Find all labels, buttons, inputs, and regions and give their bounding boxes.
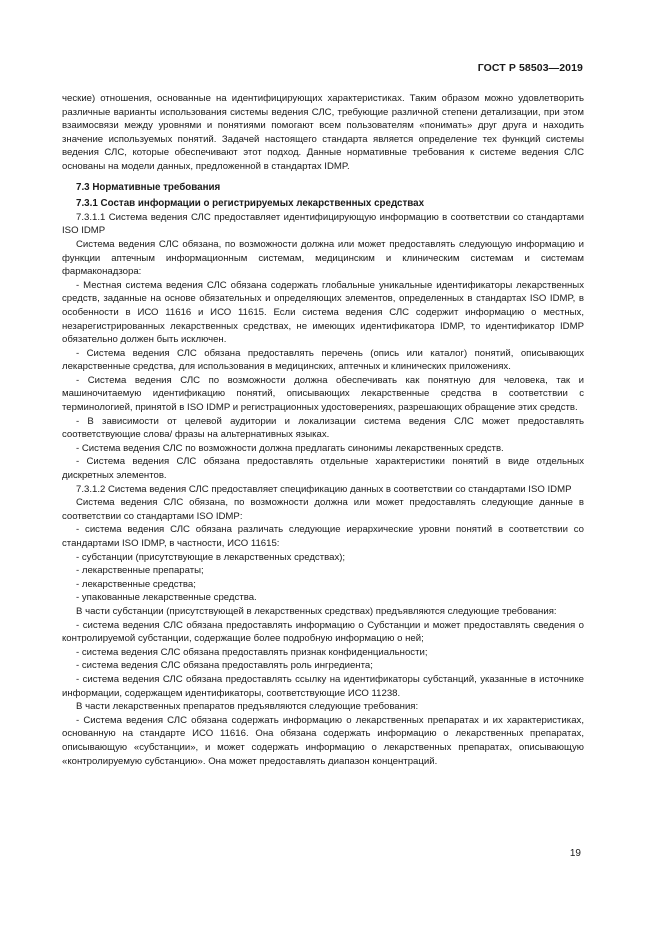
section-heading-7-3-1: 7.3.1 Состав информации о регистрируемых лекарственных средствах (76, 198, 425, 210)
intro-paragraph: ческие) отношения, основанные на идентифицирующих характеристиках. Таким образом можно удовлетворить различные варианты использования системы ведения СЛС, требующие различной степени детализации, при этом взаимосвязи между уровнями и понятиями помогают всем пользователям «понимать» друг друга и находить значение используемых понятий. Задачей настоящего стандарта является определение тех функций системы ведения СЛС, которые обеспечивают этот подход. Данные нормативные требования к системе ведения СЛС основаны на модели данных, предложенной в стандартах IDMP. (62, 93, 584, 172)
paragraph: - В зависимости от целевой аудитории и локализации система ведения СЛС может предоставлять соответствующие слова/ фразы на альтернативных языках. (62, 415, 584, 441)
paragraph: 7.3.1.1 Система ведения СЛС предоставляет идентифицирующую информацию в соответствии со стандартами ISO IDMP (62, 211, 584, 237)
paragraph: - Система ведения СЛС обязана содержать информацию о лекарственных препаратах и их характеристиках, основанную на стандарте ИСО 11616. Она обязана содержать информацию о лекарственных препаратах, описывающую «субстанции», и может содержать информацию о лекарственных препаратах, описывающую «контролируемую субстанцию». Она может предоставлять диапазон концентраций. (62, 714, 584, 767)
paragraph: - Система ведения СЛС обязана предоставлять перечень (опись или каталог) понятий, описывающих лекарственные средства, для использования в медицинских, аптечных и клинических приложениях. (62, 347, 584, 373)
paragraph: В части субстанции (присутствующей в лекарственных средствах) предъявляются следующие требования: (76, 605, 557, 617)
paragraph: - Система ведения СЛС по возможности должна предлагать синонимы лекарственных средств. (76, 442, 504, 454)
list-item: - субстанции (присутствующие в лекарственных средствах); (76, 551, 346, 563)
paragraph: Система ведения СЛС обязана, по возможности должна или может предоставлять следующие данные в соответствии со стандартами ISO IDMP: (62, 497, 584, 522)
list-item: - лекарственные препараты; (76, 565, 204, 577)
list-item: - лекарственные средства; (76, 578, 196, 590)
document-header: ГОСТ Р 58503—2019 (477, 62, 583, 74)
paragraph: В части лекарственных препаратов предъявляются следующие требования: (76, 701, 419, 713)
paragraph: - Местная система ведения СЛС обязана содержать глобальные уникальные идентификаторы лекарственных средств, заданные на основе обязательных и определяющих элементов, определенных в стандартах ISO IDMP, в особенности в ИСО 11616 и ИСО 11615. Если система ведения СЛС содержит информацию о местных, незарегистрированных лекарственных средствах, не имеющих идентификатора IDMP, то идентификатор IDMP обязательно должен быть исключен. (62, 279, 584, 346)
paragraph: - система ведения СЛС обязана предоставлять ссылку на идентификаторы субстанций, указанные в источнике информации, содержащем идентификаторы, соответствующие ИСО 11238. (62, 673, 584, 699)
page-number: 19 (569, 848, 581, 859)
paragraph: - система ведения СЛС обязана предоставлять информацию о Субстанции и может предоставлять сведения о контролируемой субстанции, содержащие более подробную информацию о ней; (62, 619, 584, 645)
list-item: - упакованные лекарственные средства. (76, 592, 257, 604)
paragraph: - Система ведения СЛС обязана предоставлять отдельные характеристики понятий в виде отдельных дискретных элементов. (62, 456, 584, 482)
paragraph: Система ведения СЛС обязана, по возможности должна или может предоставлять следующую информацию и функции аптечным информационным системам, медицинским и клиническим системам и системам фармаконадзора: (62, 238, 584, 278)
section-heading-7-3: 7.3 Нормативные требования (76, 181, 221, 193)
document-body (62, 92, 584, 768)
paragraph: - Система ведения СЛС по возможности должна обеспечивать как понятную для человека, так и машиночитаемую идентификацию понятий, описывающих лекарственные средства в соответствии с терминологией, принятой в ISO IDMP и регистрационных удостоверениях, разрешающих обращение этих средств. (62, 374, 584, 414)
paragraph: - система ведения СЛС обязана предоставлять признак конфиденциальности; (76, 646, 428, 658)
paragraph: - система ведения СЛС обязана предоставлять роль ингредиента; (76, 660, 373, 672)
paragraph: 7.3.1.2 Система ведения СЛС предоставляет спецификацию данных в соответствии со стандартами ISO IDMP (76, 483, 572, 495)
paragraph: - система ведения СЛС обязана различать следующие иерархические уровни понятий в соответствии со стандартами ISO IDMP, в частности, ИСО 11615: (62, 524, 584, 549)
